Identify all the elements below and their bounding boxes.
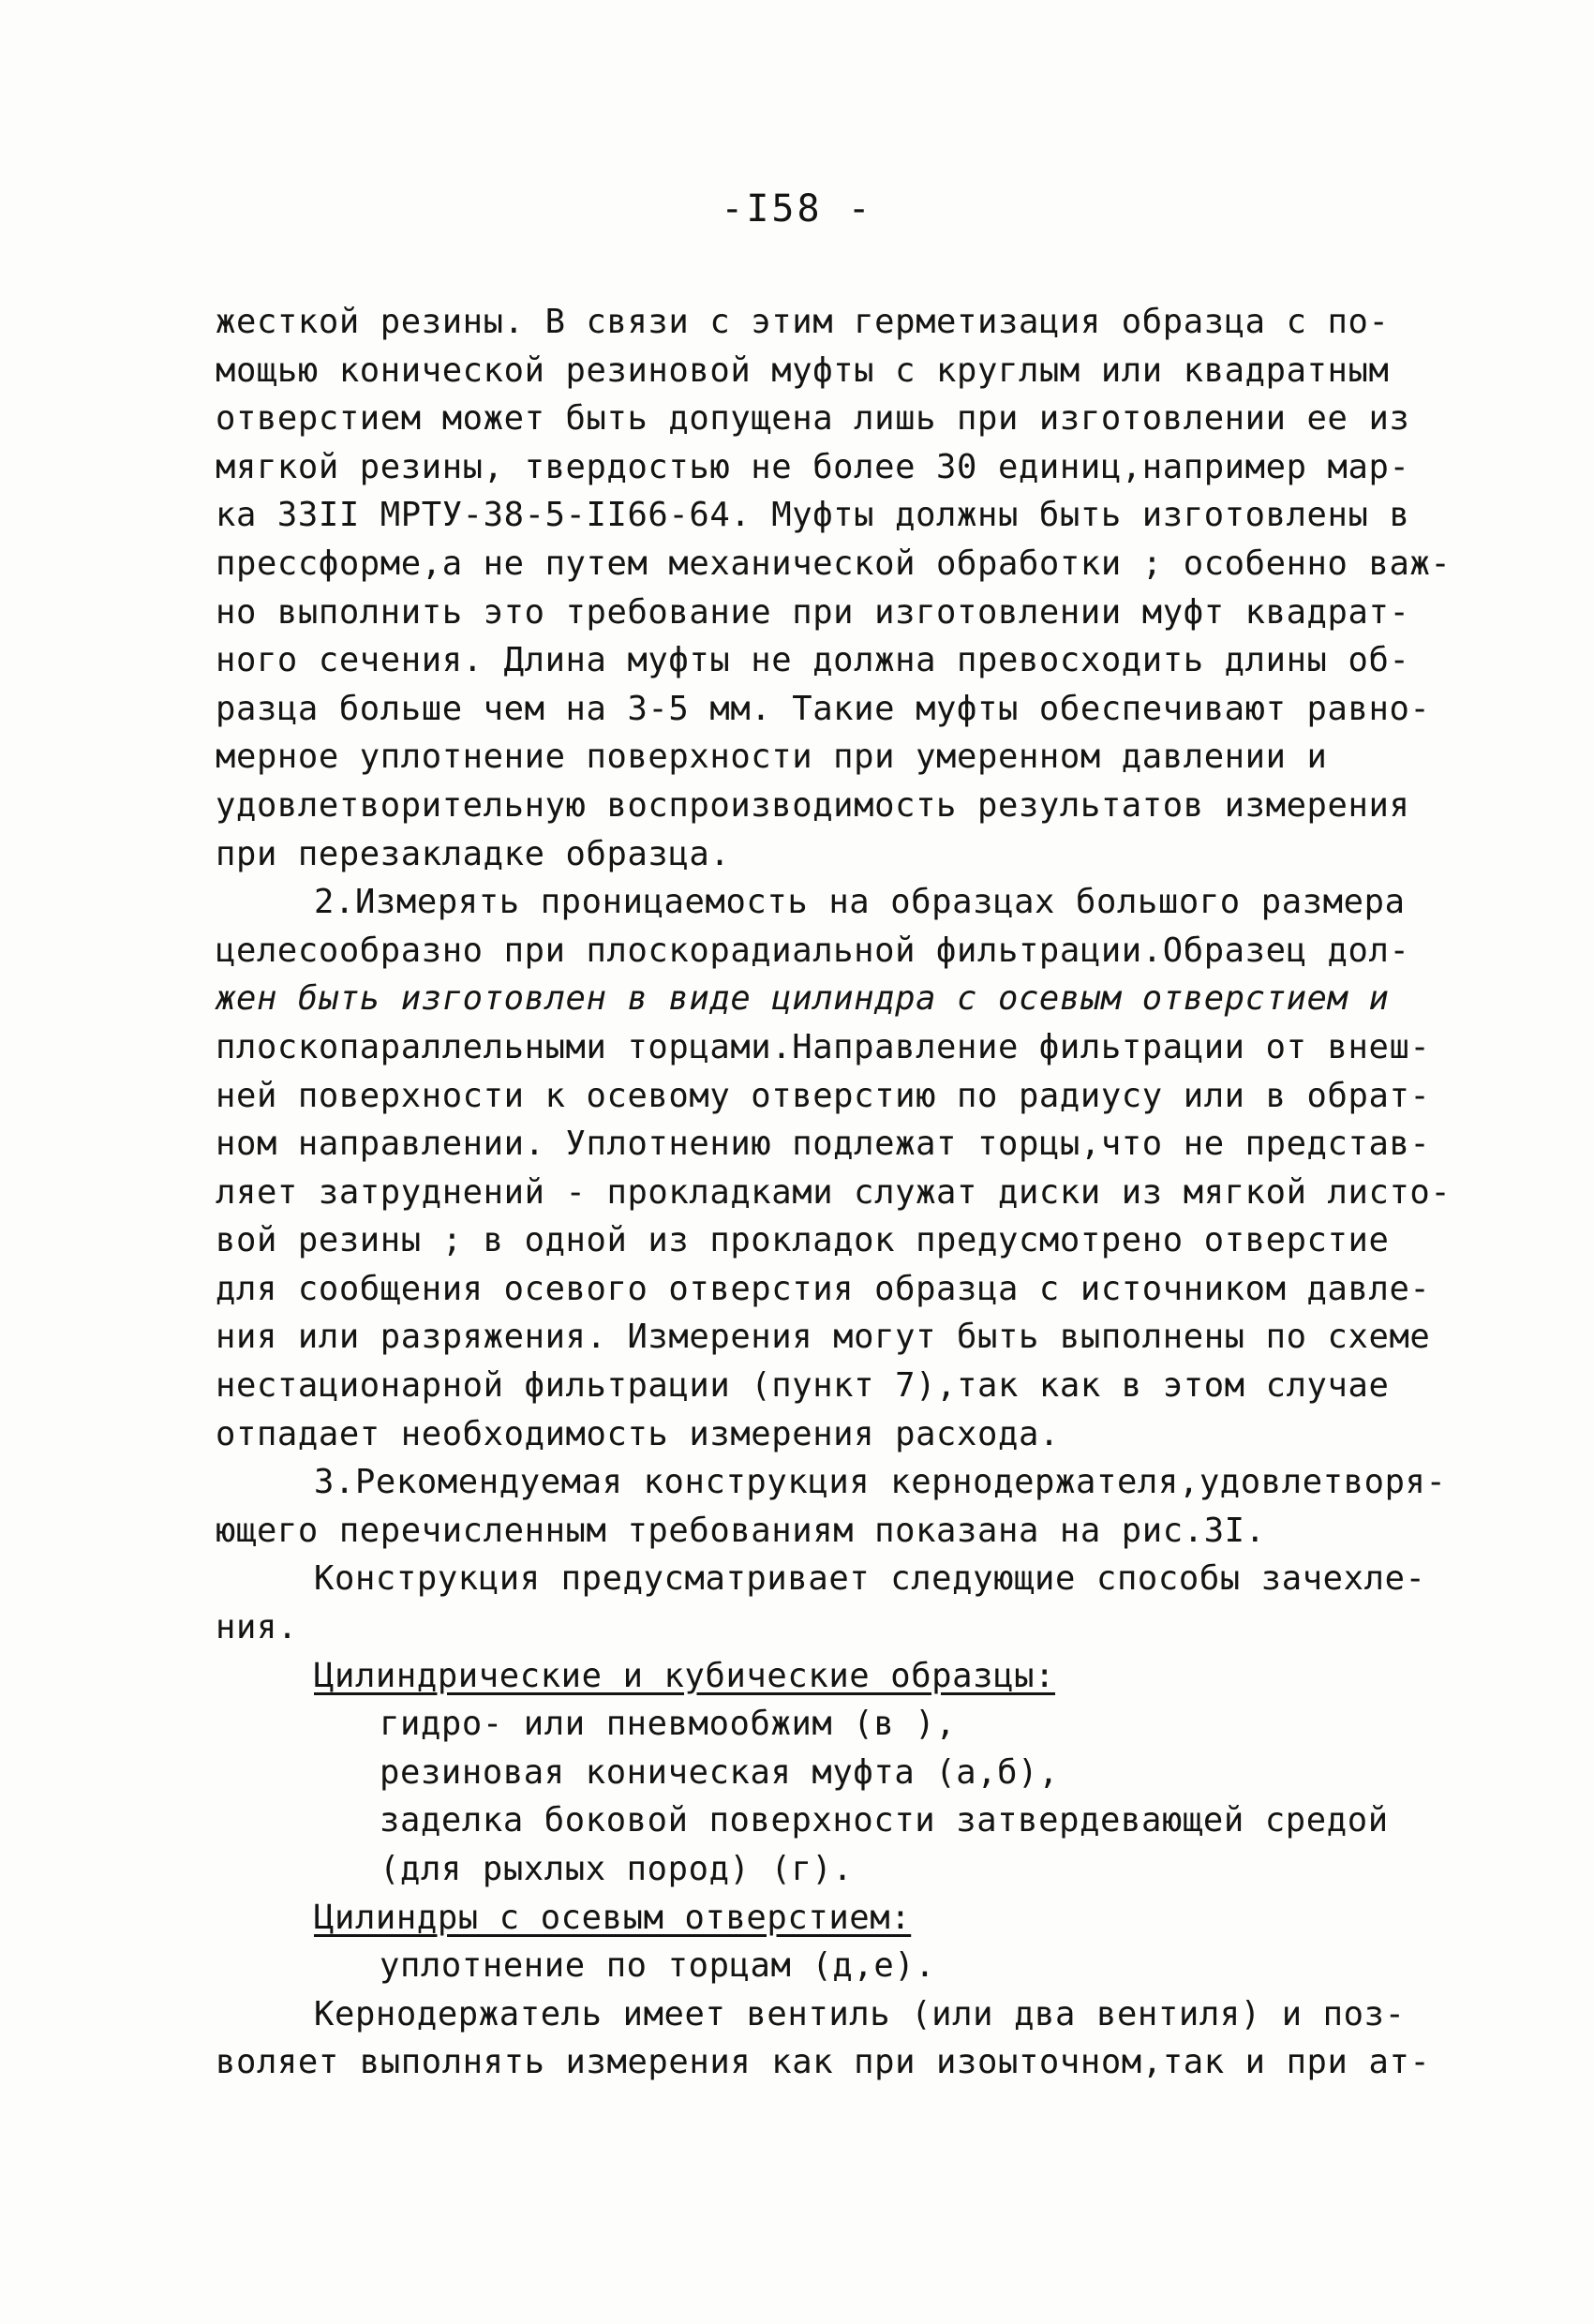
list-item: гидро- или пневмообжим (в ), xyxy=(380,1705,957,1744)
list-item: резиновая коническая муфта (а,б), xyxy=(380,1752,1060,1792)
paragraph-final-start: Кернодержатель имеет вентиль (или два вентиля) и поз- xyxy=(314,1994,1406,2034)
paragraph-3-start: 3.Рекомендуемая конструкция кернодержателя,удовлетворя- xyxy=(314,1463,1447,1502)
text-line: нестационарной фильтрации (пункт 7),так как в этом случае xyxy=(216,1366,1390,1406)
text-line: прессформе,а не путем механической обработки ; особенно важ- xyxy=(216,544,1452,583)
text-line: ния или разряжения. Измерения могут быть выполнены по схеме xyxy=(216,1318,1431,1357)
list-heading-cylindrical: Цилиндрические и кубические образцы: xyxy=(314,1656,1056,1695)
text-line: целесообразно при плоскорадиальной фильтрации.Образец дол- xyxy=(216,931,1410,970)
text-line: отверстием может быть допущена лишь при изготовлении ее из xyxy=(216,399,1410,439)
text-line: для сообщения осевого отверстия образца с источником давле- xyxy=(216,1269,1431,1308)
text-line: при перезакладке образца. xyxy=(216,834,731,873)
text-line: воляет выполнять измерения как при изоыточном,так и при ат- xyxy=(216,2043,1431,2082)
text-line: разца больше чем на 3-5 мм. Такие муфты обеспечивают равно- xyxy=(216,689,1431,728)
text-line: ного сечения. Длина муфты не должна превосходить длины об- xyxy=(216,641,1410,680)
text-line: ющего перечисленным требованиям показана на рис.3I. xyxy=(216,1511,1266,1550)
text-line: плоскопараллельными торцами.Направление фильтрации от внеш- xyxy=(216,1027,1431,1066)
text-line: жесткой резины. В связи с этим герметизация образца с по- xyxy=(216,303,1390,341)
text-line: отпадает необходимость измерения расхода. xyxy=(216,1414,1060,1453)
paragraph-2-start: 2.Измерять проницаемость на образцах большого размера xyxy=(314,883,1406,922)
text-line: Конструкция предусматривает следующие способы зачехле- xyxy=(314,1559,1426,1599)
list-item: уплотнение по торцам (д,е). xyxy=(380,1946,936,1986)
text-line: мощью конической резиновой муфты с круглым или квадратным xyxy=(216,350,1390,390)
list-item: (для рыхлых пород) (г). xyxy=(380,1850,854,1888)
text-line: ном направлении. Уплотнению подлежат торцы,что не представ- xyxy=(216,1125,1431,1164)
body-text xyxy=(216,298,1452,2087)
page-number: -I58 - xyxy=(721,187,873,231)
text-line: жен быть изготовлен в виде цилиндра с осевым отверстием и xyxy=(216,979,1390,1019)
text-line: мягкой резины, твердостью не более 30 единиц,например мар- xyxy=(216,447,1410,486)
text-line: вой резины ; в одной из прокладок предусмотрено отверстие xyxy=(216,1221,1390,1260)
text-line: мерное уплотнение поверхности при умеренном давлении и xyxy=(216,737,1328,777)
text-line: удовлетворительную воспроизводимость результатов измерения xyxy=(216,785,1410,825)
list-item: заделка боковой поверхности затвердевающей средой xyxy=(380,1801,1389,1840)
text-line: но выполнить это требование при изготовлении муфт квадрат- xyxy=(216,592,1410,632)
text-line: ляет затруднений - прокладками служат диски из мягкой листо- xyxy=(216,1172,1452,1212)
text-line: ней поверхности к осевому отверстию по радиусу или в обрат- xyxy=(216,1076,1431,1115)
text-line: ка 33II МРТУ-38-5-II66-64. Муфты должны быть изготовлены в xyxy=(216,496,1410,535)
list-heading-hollow-cylinders: Цилиндры с осевым отверстием: xyxy=(314,1898,912,1937)
text-line: ния. xyxy=(216,1608,298,1647)
